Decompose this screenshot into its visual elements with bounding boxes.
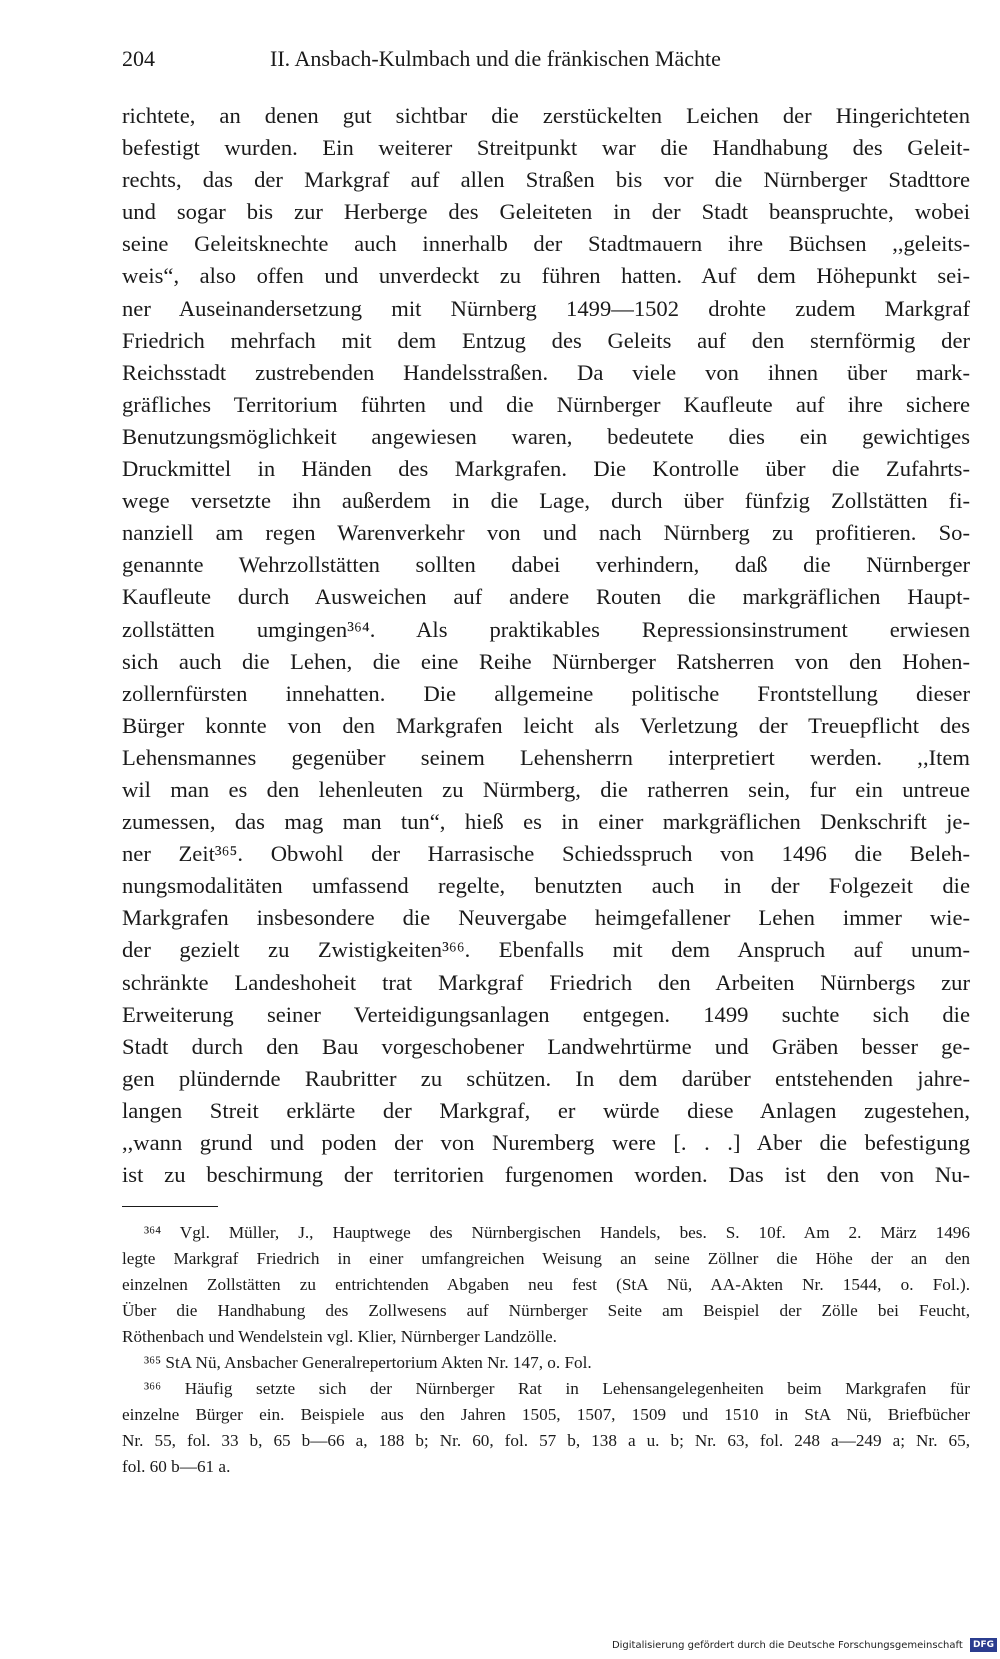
body-line: sich auch die Lehen, die eine Reihe Nürnberger Ratsherren von den Hohen-	[122, 648, 970, 674]
body-line: Reichsstadt zustrebenden Handelsstraßen. Da viele von ihnen über mark-	[122, 359, 970, 385]
footnote-line: Über die Handhabung des Zollwesens auf Nürnberger Seite am Beispiel der Zölle bei Feucht,	[122, 1301, 970, 1320]
body-text	[122, 100, 970, 1191]
body-line: Friedrich mehrfach mit dem Entzug des Geleits auf den sternförmig der	[122, 327, 970, 353]
footnote-separator	[122, 1206, 218, 1207]
body-line: Bürger konnte von den Markgrafen leicht als Verletzung der Treuepflicht des	[122, 712, 970, 738]
body-line: ,,wann grund und poden der von Nuremberg were [. . .] Aber die befestigung	[122, 1130, 970, 1155]
dfg-logo-icon: DFG	[970, 1638, 997, 1652]
body-line: und sogar bis zur Herberge des Geleiteten in der Stadt beanspruchte, wobei	[122, 199, 970, 225]
body-line: wege versetzte ihn außerdem in die Lage, durch über fünfzig Zollstätten fi-	[122, 488, 970, 514]
body-line: befestigt wurden. Ein weiterer Streitpunkt war die Handhabung des Geleit-	[122, 135, 970, 161]
body-line: rechts, das der Markgraf auf allen Straßen bis vor die Nürnberger Stadttore	[122, 167, 970, 193]
footnotes	[122, 1220, 970, 1480]
footnote-line: ³⁶⁵ StA Nü, Ansbacher Generalrepertorium Akten Nr. 147, o. Fol.	[144, 1353, 592, 1372]
footnote-line: einzelnen Zollstätten zu entrichtenden Abgaben neu fest (StA Nü, AA-Akten Nr. 1544, o. Fol.).	[122, 1275, 970, 1294]
body-line: gräfliches Territorium führten und die Nürnberger Kaufleute auf ihre sichere	[122, 391, 970, 417]
page-number: 204	[122, 46, 155, 71]
body-line: Druckmittel in Händen des Markgrafen. Die Kontrolle über die Zufahrts-	[122, 456, 970, 482]
body-line: ist zu beschirmung der territorien furgenomen worden. Das ist den von Nu-	[122, 1162, 970, 1188]
body-line: schränkte Landeshoheit trat Markgraf Friedrich den Arbeiten Nürnbergs zur	[122, 969, 970, 995]
body-line: nungsmodalitäten umfassend regelte, benutzten auch in der Folgezeit die	[122, 873, 970, 899]
body-line: Markgrafen insbesondere die Neuvergabe heimgefallener Lehen immer wie-	[122, 905, 970, 931]
body-line: richtete, an denen gut sichtbar die zerstückelten Leichen der Hingerichteten	[122, 103, 970, 128]
body-line: zumessen, das mag man tun“, hieß es in einer markgräflichen Denkschrift je-	[122, 809, 970, 835]
body-line: zollernfürsten innehatten. Die allgemeine politische Frontstellung dieser	[122, 680, 970, 706]
page-header	[122, 44, 822, 74]
body-line: langen Streit erklärte der Markgraf, er würde diese Anlagen zugestehen,	[122, 1097, 970, 1123]
body-line: nanziell am regen Warenverkehr von und nach Nürnberg zu profitieren. So-	[122, 520, 970, 546]
body-line: zollstätten umgingen³⁶⁴. Als praktikables Repressionsinstrument erwiesen	[122, 616, 970, 642]
footnote-line: Nr. 55, fol. 33 b, 65 b—66 a, 188 b; Nr. 60, fol. 57 b, 138 a u. b; Nr. 63, fol. 248 a—249 a; Nr. 65,	[122, 1431, 970, 1450]
body-line: seine Geleitsknechte auch innerhalb der Stadtmauern ihre Büchsen ,,geleits-	[122, 231, 970, 257]
footnote-line: legte Markgraf Friedrich in einer umfangreichen Weisung an seine Zöllner die Höhe der an den	[122, 1249, 970, 1268]
body-line: Stadt durch den Bau vorgeschobener Landwehrtürme und Gräben besser ge-	[122, 1033, 970, 1059]
body-line: Benutzungsmöglichkeit angewiesen waren, bedeutete dies ein gewichtiges	[122, 423, 970, 449]
running-title: II. Ansbach-Kulmbach und die fränkischen Mächte	[270, 46, 721, 71]
body-line: ner Auseinandersetzung mit Nürnberg 1499—1502 drohte zudem Markgraf	[122, 295, 970, 321]
body-line: Erweiterung seiner Verteidigungsanlagen entgegen. 1499 suchte sich die	[122, 1001, 970, 1027]
body-line: weis“, also offen und unverdeckt zu führen hatten. Auf dem Höhepunkt sei-	[122, 263, 970, 289]
digitization-credit	[607, 1637, 997, 1655]
footnote-line: fol. 60 b—61 a.	[122, 1457, 231, 1476]
body-line: Kaufleute durch Ausweichen auf andere Routen die markgräflichen Haupt-	[122, 584, 970, 610]
body-line: wil man es den lehenleuten zu Nürmberg, die ratherren sein, fur ein untreue	[122, 776, 970, 802]
footnote-line: ³⁶⁴ Vgl. Müller, J., Hauptwege des Nürnbergischen Handels, bes. S. 10f. Am 2. März 1496	[144, 1223, 970, 1242]
body-line: genannte Wehrzollstätten sollten dabei verhindern, daß die Nürnberger	[122, 552, 970, 578]
footnote-line: ³⁶⁶ Häufig setzte sich der Nürnberger Rat in Lehensangelegenheiten beim Markgrafen für	[144, 1379, 970, 1398]
body-line: gen plündernde Raubritter zu schützen. In dem darüber entstehenden jahre-	[122, 1065, 970, 1091]
footnote-line: einzelne Bürger ein. Beispiele aus den Jahren 1505, 1507, 1509 und 1510 in StA Nü, Briefbücher	[122, 1405, 970, 1424]
footnote-line: Röthenbach und Wendelstein vgl. Klier, Nürnberger Landzölle.	[122, 1327, 557, 1346]
body-line: ner Zeit³⁶⁵. Obwohl der Harrasische Schiedsspruch von 1496 die Beleh-	[122, 841, 970, 867]
body-line: Lehensmannes gegenüber seinem Lehensherrn interpretiert werden. ,,Item	[122, 744, 970, 770]
credit-text: Digitalisierung gefördert durch die Deutsche Forschungsgemeinschaft	[611, 1640, 963, 1651]
body-line: der gezielt zu Zwistigkeiten³⁶⁶. Ebenfalls mit dem Anspruch auf unum-	[122, 937, 970, 963]
